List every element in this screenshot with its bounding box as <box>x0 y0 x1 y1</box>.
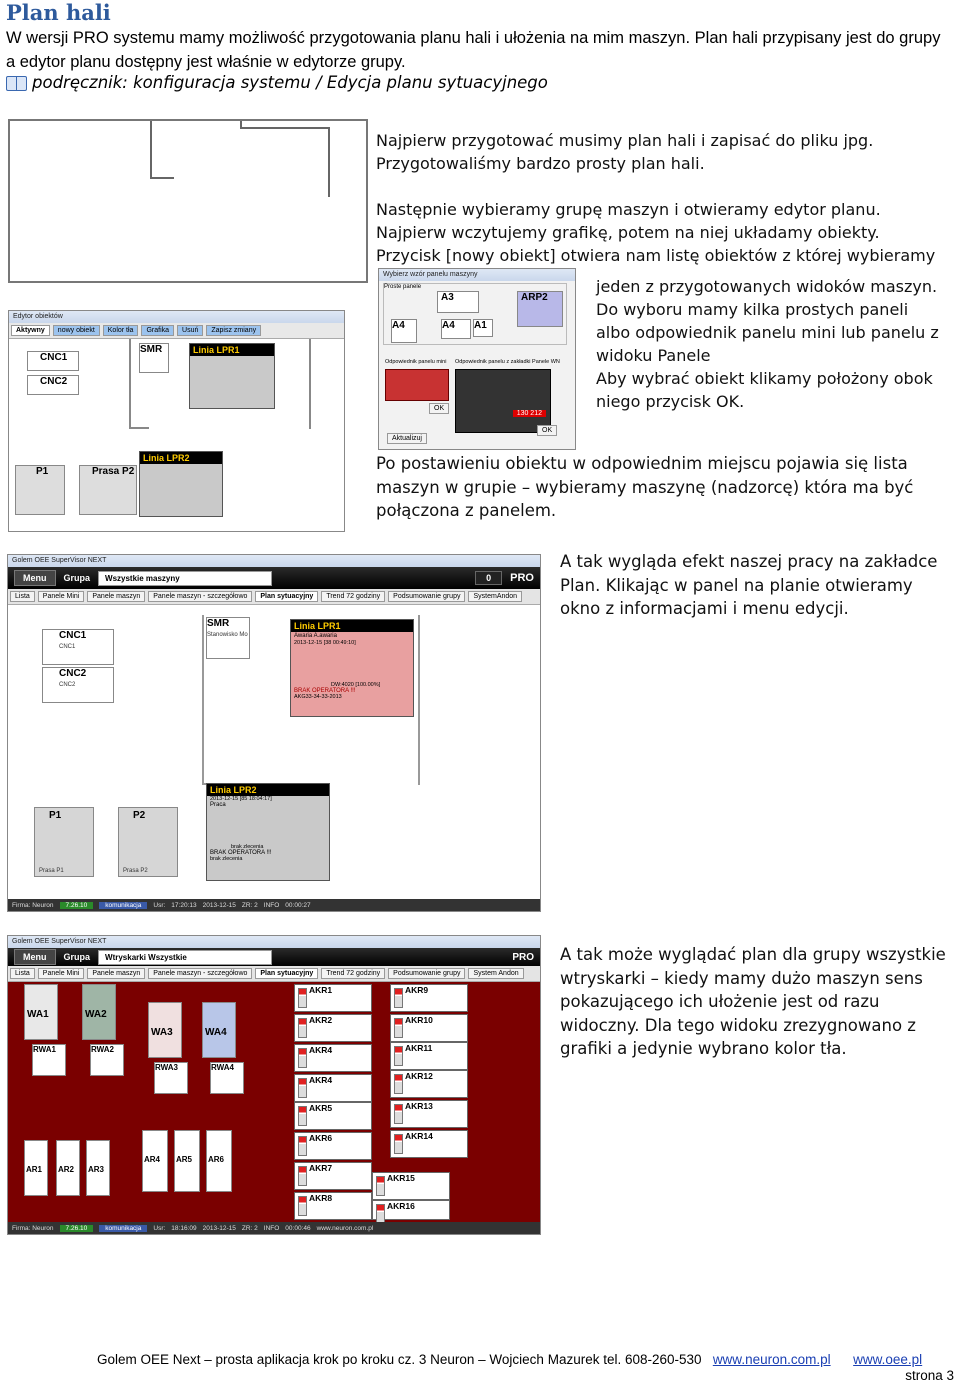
plan2-status-info: INFO <box>263 1224 280 1232</box>
lpr2-sub: brak zlecenia <box>231 844 264 850</box>
p3-line: niego przycisk OK. <box>596 392 745 411</box>
p1-line: Przygotowaliśmy bardzo prosty plan hali. <box>376 154 705 173</box>
chooser-item-a3[interactable]: A3 <box>437 291 479 313</box>
status-comm: komunikacja <box>99 902 147 909</box>
book-icon <box>6 75 26 91</box>
footer-link-oee[interactable]: www.oee.pl <box>853 1352 923 1367</box>
panel-akr15[interactable]: AKR15 <box>372 1172 450 1200</box>
chooser-ok-button-mini[interactable]: OK <box>429 403 449 414</box>
lpr1-dw: DW:4020 [100.00%] <box>331 682 381 688</box>
plan-tabs <box>8 589 540 605</box>
chooser-update-button[interactable]: Aktualizuj <box>387 433 427 444</box>
lpr2-date: 2013-12-15 [85 18:04:17] <box>210 796 272 802</box>
chooser-group-simple: Proste panele <box>384 284 422 290</box>
plan2-tab-panele-maszyn[interactable]: Panele maszyn <box>87 968 145 979</box>
footer-text: Golem OEE Next – prosta aplikacja krok po kroku cz. 3 Neuron – Wojciech Mazurek tel. 608-260-530 <box>97 1352 702 1367</box>
menu-button[interactable]: Menu <box>14 570 56 586</box>
panel-smr[interactable]: SMR Stanowisko Mo <box>206 617 250 659</box>
chooser-group-panels: Odpowiednik panelu z zakładki Panele WN <box>455 359 560 365</box>
plan2-screenshot <box>7 935 541 1235</box>
plan2-tab-plan[interactable]: Plan sytuacyjny <box>255 968 318 979</box>
panel-lpr2[interactable] <box>206 783 330 881</box>
plan2-pro-badge: PRO <box>512 951 534 963</box>
plan2-tab-panele-mini[interactable]: Panele Mini <box>38 968 85 979</box>
panel-akr16[interactable]: AKR16 <box>372 1200 450 1220</box>
status-date: 2013-12-15 <box>202 901 236 909</box>
editor-screenshot <box>8 310 345 532</box>
p3-line: albo odpowiednik panelu mini lub panelu z <box>596 323 939 342</box>
plan2-tab-szczegolowo[interactable]: Panele maszyn - szczegółowo <box>148 968 252 979</box>
plan2-status-clock: 00:00:46 <box>285 1224 311 1232</box>
panel-akr4a[interactable]: AKR4 <box>294 1044 372 1072</box>
chooser-item-a4-b[interactable]: A4 <box>441 319 471 339</box>
pro-badge: PRO <box>510 572 534 584</box>
lpr2-state: Praca <box>210 802 226 808</box>
plan2-tab-lista[interactable]: Lista <box>10 968 35 979</box>
plan2-status-user: Usr: <box>153 1224 166 1232</box>
chooser-item-a4-a[interactable]: A4 <box>391 319 417 343</box>
plan2-tab-trend[interactable]: Trend 72 godziny <box>321 968 385 979</box>
chooser-item-arp2[interactable]: ARP2 <box>517 291 563 327</box>
editor-titlebar: Edytor obiektów <box>9 311 344 323</box>
panel-wa3[interactable]: WA3 <box>148 1002 182 1058</box>
tab-trend[interactable]: Trend 72 godziny <box>321 591 385 602</box>
p3-line: widoku Panele <box>596 346 711 365</box>
panel-akr6[interactable]: AKR6 <box>294 1132 372 1160</box>
status-info: INFO <box>263 901 280 909</box>
editor-active-button[interactable]: Aktywny <box>11 325 50 336</box>
lpr2-title: Linia LPR2 <box>207 784 329 796</box>
save-changes-button[interactable]: Zapisz zmiany <box>206 325 261 336</box>
panel-wa2[interactable]: WA2 <box>82 984 116 1040</box>
plan2-tab-andon[interactable]: System Andon <box>468 968 523 979</box>
intro-text: W wersji PRO systemu mamy możliwość przygotowania planu hali i ułożenia na mim maszyn. Plan hali przypisany jest do grupy a edytor planu dostępny jest właśnie w edytorze grupy. <box>6 29 941 71</box>
status-time: 17:20:13 <box>171 901 197 909</box>
plan2-status-firm: Firma: Neuron <box>12 1224 54 1232</box>
lpr1-title: Linia LPR1 <box>291 620 413 632</box>
p2-line: Przycisk [nowy obiekt] otwiera nam listę obiektów z której wybieramy <box>376 246 936 265</box>
tab-panele-maszyn[interactable]: Panele maszyn <box>87 591 145 602</box>
panel-rwa1[interactable]: RWA1 <box>32 1044 66 1076</box>
p3-line: Do wyboru mamy kilka prostych paneli <box>596 300 909 319</box>
plan2-titlebar: Golem OEE SuperVisor NEXT <box>8 936 540 948</box>
chooser-mini-preview <box>385 369 449 401</box>
new-object-button[interactable]: nowy obiekt <box>53 325 100 336</box>
editor-panel-smr[interactable]: SMR <box>139 343 169 373</box>
tab-podsumowanie[interactable]: Podsumowanie grupy <box>388 591 465 602</box>
panel-akr1[interactable]: AKR1 <box>294 984 372 1012</box>
panel-akr11[interactable]: AKR11 <box>390 1042 468 1070</box>
panel-p2[interactable]: P2 Prasa P2 <box>118 807 178 877</box>
p3-line: jeden z przygotowanych widoków maszyn. <box>596 277 938 296</box>
manual-link[interactable] <box>6 73 548 92</box>
panel-akr14[interactable]: AKR14 <box>390 1130 468 1158</box>
panel-ar4[interactable]: AR4 <box>142 1130 168 1192</box>
plan2-status-comm: komunikacja <box>99 1225 147 1232</box>
panel-akr12[interactable]: AKR12 <box>390 1070 468 1098</box>
panel-akr8[interactable]: AKR8 <box>294 1192 372 1220</box>
panel-akr9[interactable]: AKR9 <box>390 984 468 1012</box>
panel-cnc2[interactable]: CNC2 CNC2 <box>42 667 114 703</box>
paragraph-5: A tak wygląda efekt naszej pracy na zakładce Plan. Klikając w panel na planie otwieramy okno z informacjami i menu edycji. <box>560 552 938 618</box>
plan-view-screenshot <box>7 554 541 912</box>
p1-line: Najpierw przygotować musimy plan hali i zapisać do pliku jpg. <box>376 131 874 150</box>
plan2-menubar <box>8 948 540 966</box>
panel-rwa3[interactable]: RWA3 <box>154 1062 188 1094</box>
panel-wa4[interactable]: WA4 <box>202 1002 236 1058</box>
editor-panel-cnc1[interactable]: CNC1 <box>27 351 79 371</box>
lpr1-error: BRAK OPERATORA !!! <box>294 688 356 694</box>
panel-ar3[interactable]: AR3 <box>86 1140 110 1196</box>
panel-rwa4[interactable]: RWA4 <box>210 1062 244 1094</box>
status-zr: ZR: 2 <box>241 901 258 909</box>
lpr1-code: AKG33-34-33-2013 <box>294 694 342 700</box>
footer <box>97 1352 922 1367</box>
lpr2-error: BRAK OPERATORA !!! <box>210 850 272 856</box>
status-firm: Firma: Neuron <box>12 901 54 909</box>
chooser-ok-button-panel[interactable]: OK <box>537 425 557 436</box>
page-number: strona 3 <box>905 1368 954 1383</box>
editor-panel-p1[interactable]: P1 <box>15 465 65 515</box>
panel-wa1[interactable]: WA1 <box>24 984 58 1040</box>
tab-plan[interactable]: Plan sytuacyjny <box>255 591 318 602</box>
editor-panel-p2[interactable]: Prasa P2 <box>79 465 137 515</box>
delete-button[interactable]: Usuń <box>177 325 203 336</box>
plan-statusbar <box>8 899 540 911</box>
alarm-count: 0 <box>475 571 502 585</box>
plan2-tabs <box>8 966 540 982</box>
lpr2-b: brak zlecenia <box>210 856 243 862</box>
plan2-status-zr: ZR: 2 <box>241 1224 258 1232</box>
footer-link-neuron[interactable]: www.neuron.com.pl <box>712 1352 831 1367</box>
p2-line: Najpierw wczytujemy grafikę, potem na niej układamy obiekty. <box>376 223 880 242</box>
panel-cnc1[interactable]: CNC1 CNC1 <box>42 629 114 665</box>
plan-menubar <box>8 567 540 589</box>
chooser-preview-value: 130 212 <box>513 410 546 417</box>
plan2-tab-podsumowanie[interactable]: Podsumowanie grupy <box>388 968 465 979</box>
plan2-group-label: Grupa <box>63 952 91 962</box>
group-select[interactable]: Wszystkie maszyny <box>98 571 272 586</box>
plan2-status-date: 2013-12-15 <box>202 1224 236 1232</box>
chooser-full-preview <box>455 369 551 433</box>
graphic-button[interactable]: Grafika <box>141 325 174 336</box>
status-clock: 00:00:27 <box>285 901 311 909</box>
bg-color-button[interactable]: Kolor tła <box>103 325 139 336</box>
paragraph-6: A tak może wyglądać plan dla grupy wszystkie wtryskarki – kiedy mamy dużo maszyn sens pokazującego ich ułożenie jest od razu widoczny. Dla tego widoku zrezygnowano z grafiki a jedynie wybrano kolor tła. <box>560 945 946 1058</box>
panel-ar2[interactable]: AR2 <box>56 1140 80 1196</box>
chooser-title: Wybierz wzór panelu maszyny <box>379 269 575 281</box>
tab-panele-szczegolowo[interactable]: Panele maszyn - szczegółowo <box>148 591 252 602</box>
editor-panel-lpr1[interactable]: Linia LPR1 <box>189 343 275 409</box>
manual-text: podręcznik: konfiguracja systemu / Edycja planu sytuacyjnego <box>32 73 548 92</box>
chooser-item-a1[interactable]: A1 <box>473 319 493 337</box>
plan2-status-version: 7.26.10 <box>60 1225 94 1232</box>
panel-lpr1[interactable] <box>290 619 414 717</box>
panel-akr5[interactable]: AKR5 <box>294 1102 372 1130</box>
floor-plan-image <box>8 119 368 283</box>
paragraph-3 <box>596 275 939 413</box>
panel-rwa2[interactable]: RWA2 <box>90 1044 124 1076</box>
panel-akr13[interactable]: AKR13 <box>390 1100 468 1128</box>
plan-titlebar: Golem OEE SuperVisor NEXT <box>8 555 540 567</box>
plan2-menu-button[interactable]: Menu <box>14 949 56 965</box>
panel-akr2[interactable]: AKR2 <box>294 1014 372 1042</box>
tab-panele-mini[interactable]: Panele Mini <box>38 591 85 602</box>
panel-ar5[interactable]: AR5 <box>174 1130 200 1192</box>
plan2-status-url: www.neuron.com.pl <box>316 1224 374 1232</box>
p3-line: Aby wybrać obiekt klikamy położony obok <box>596 369 933 388</box>
chooser-group-mini: Odpowiednik panelu mini <box>385 359 447 365</box>
tab-andon[interactable]: SystemAndon <box>468 591 522 602</box>
plan2-group-select[interactable]: Wtryskarki Wszystkie <box>98 950 272 965</box>
panel-ar1[interactable]: AR1 <box>24 1140 48 1196</box>
editor-toolbar <box>9 323 344 339</box>
status-version: 7.26.10 <box>60 902 94 909</box>
paragraph-2 <box>376 198 935 267</box>
plan2-statusbar <box>8 1222 540 1234</box>
lpr1-state: Awaria A.awaria <box>294 633 337 639</box>
group-label: Grupa <box>63 573 91 583</box>
page-title: Plan hali <box>6 0 111 25</box>
panel-akr4b[interactable]: AKR4 <box>294 1074 372 1102</box>
paragraph-4: Po postawieniu obiektu w odpowiednim miejscu pojawia się lista maszyn w grupie – wybieramy maszynę (nadzorcę) która ma być połączona z panelem. <box>376 454 914 520</box>
panel-akr7[interactable]: AKR7 <box>294 1162 372 1190</box>
panel-p1[interactable]: P1 Prasa P1 <box>34 807 94 877</box>
chooser-dialog <box>378 268 576 450</box>
paragraph-1 <box>376 129 873 175</box>
lpr1-date: 2013-12-15 [38 00:49:10] <box>294 640 356 646</box>
tab-lista[interactable]: Lista <box>10 591 35 602</box>
panel-akr10[interactable]: AKR10 <box>390 1014 468 1042</box>
editor-panel-cnc2[interactable]: CNC2 <box>27 375 79 395</box>
plan2-status-time: 18:16:09 <box>171 1224 197 1232</box>
status-user: Usr: <box>153 901 166 909</box>
editor-panel-lpr2[interactable]: Linia LPR2 <box>139 451 223 517</box>
panel-ar6[interactable]: AR6 <box>206 1130 232 1192</box>
p2-line: Następnie wybieramy grupę maszyn i otwieramy edytor planu. <box>376 200 881 219</box>
